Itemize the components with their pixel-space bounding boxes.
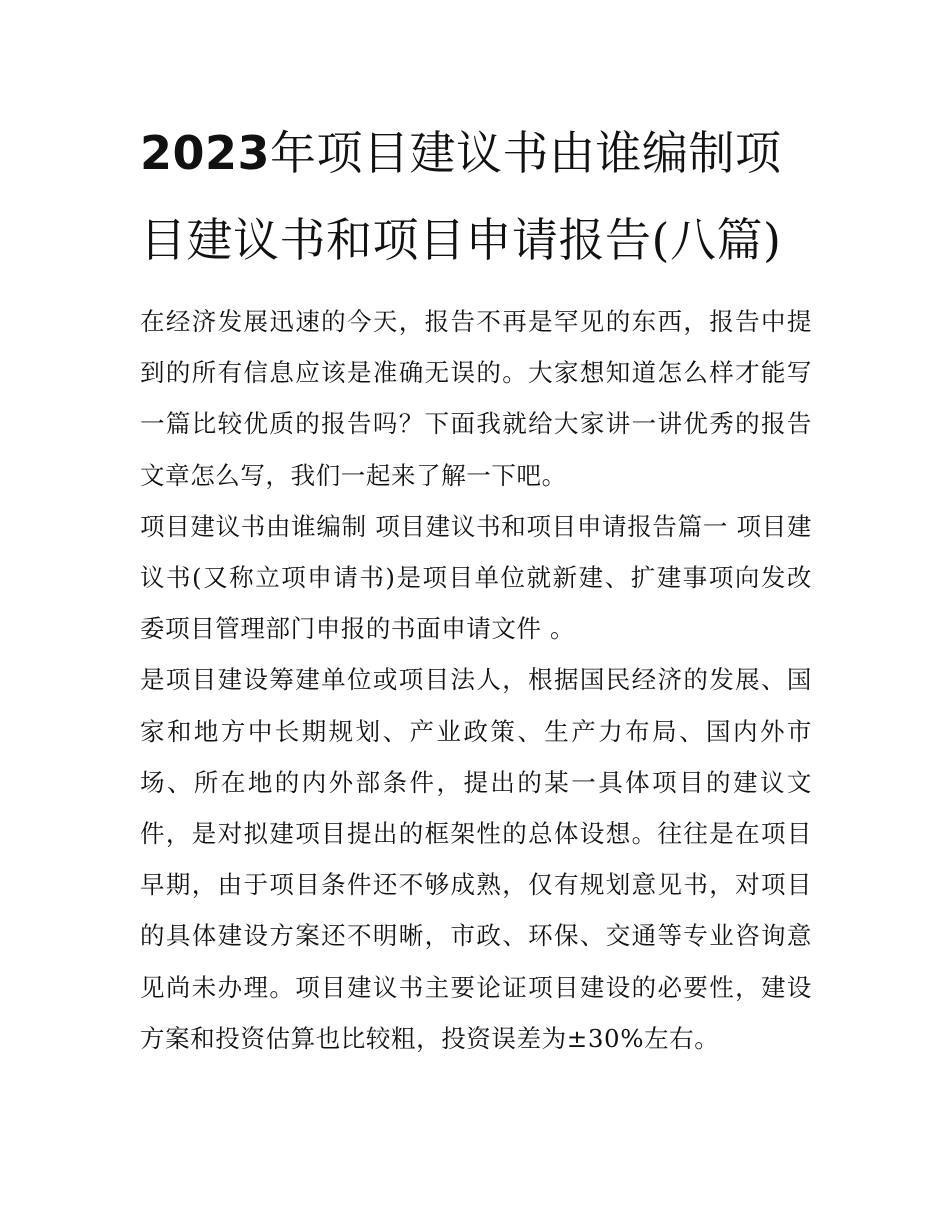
document-body (140, 296, 812, 1064)
title-year: 2023 (140, 126, 271, 180)
document-page (140, 110, 812, 1064)
definition-paragraph: 项目建议书由谁编制 项目建议书和项目申请报告篇一 项目建议书(又称立项申请书)是项目单位就新建、扩建事项向发改委项目管理部门申报的书面申请文件 。 (140, 511, 812, 644)
intro-paragraph: 在经济发展迅速的今天，报告不再是罕见的东西，报告中提到的所有信息应该是准确无误的。大家想知道怎么样才能写一篇比较优质的报告吗？下面我就给大家讲一讲优秀的报告文章怎么写，我们一起来了解一下吧。 (140, 307, 812, 490)
title-text: 年项目建议书由谁编制项目建议书和项目申请报告(八篇) (140, 126, 782, 267)
document-title (140, 110, 812, 284)
description-paragraph: 是项目建设筹建单位或项目法人，根据国民经济的发展、国家和地方中长期规划、产业政策、生产力布局、国内外市场、所在地的内外部条件，提出的某一具体项目的建议文件，是对拟建项目提出的框架性的总体设想。往往是在项目早期，由于项目条件还不够成熟，仅有规划意见书，对项目的具体建设方案还不明晰，市政、环保、交通等专业咨询意见尚未办理。项目建议书主要论证项目建设的必要性，建设方案和投资估算也比较粗，投资误差为±30%左右。 (140, 665, 812, 1053)
